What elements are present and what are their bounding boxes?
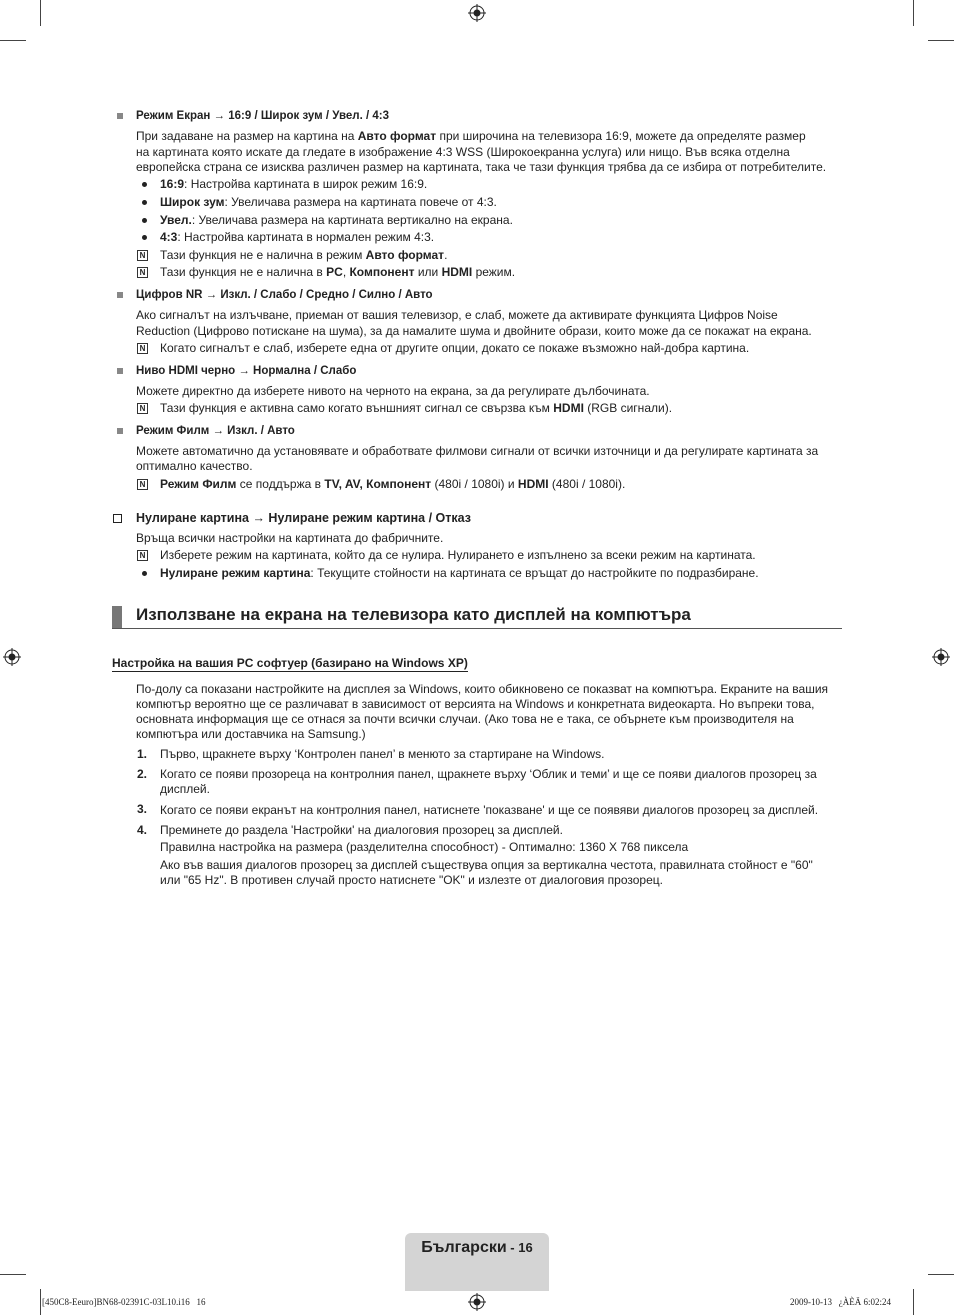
- file-info: [450C8-Eeuro]BN68-02391C-03L10.i16 16: [42, 1297, 206, 1307]
- note-text: Тази функция не е налична в режим Авто формат.: [160, 248, 448, 262]
- step-text: Правилна настройка на размера (разделителна способност) - Оптимално: 1360 X 768 пиксела: [160, 840, 689, 854]
- step-text: или "65 Hz". В противен случай просто натиснете "OK" и излезте от диалоговия прозорец.: [160, 873, 663, 887]
- step-text: Когато се появи екранът на контролния панел, натиснете 'показване' и ще се появяви диалогов прозорец за дисплей.: [160, 803, 819, 817]
- square-bullet-icon: [117, 428, 123, 434]
- crop-mark: [928, 40, 954, 41]
- step-number: 4.: [137, 823, 148, 837]
- bullet-icon: [142, 200, 147, 205]
- step-text: Първо, щракнете върху ‘Контролен панел’ в менюто за стартиране на Windows.: [160, 747, 605, 761]
- note-text: Тази функция е активна само когато външният сигнал се свързва към HDMI (RGB сигнали).: [160, 401, 673, 415]
- page-label: Български - 16: [421, 1239, 533, 1256]
- paragraph: При задаване на размер на картина на Авто формат при широчина на телевизора 16:9, можете да определяте размер: [136, 129, 806, 143]
- square-bullet-icon: [117, 368, 123, 374]
- note-text: Когато сигналът е слаб, изберете една от другите опции, докато се покаже възможно най-добра картина.: [160, 341, 750, 355]
- section-heading: Цифров NR → Изкл. / Слабо / Средно / Силно / Авто: [136, 289, 433, 301]
- list-item: Широк зум: Увеличава размера на картината повече от 4:3.: [160, 195, 497, 209]
- crop-mark: [913, 1289, 914, 1315]
- square-bullet-icon: [117, 113, 123, 119]
- paragraph: Reduction (Цифрово потискане на шума), за да намалите шума и двойните образи, които може да се покажат на екрана.: [136, 324, 812, 338]
- step-text: Преминете до раздела 'Настройки' на диалоговия прозорец за дисплей.: [160, 823, 563, 837]
- note-icon: N: [137, 267, 148, 278]
- crop-mark: [40, 0, 41, 26]
- step-number: 3.: [137, 802, 148, 816]
- bullet-icon: [142, 182, 147, 187]
- note-text: Тази функция не е налична в PC, Компонент или HDMI режим.: [160, 265, 516, 279]
- note-text: Изберете режим на картината, който да се нулира. Нулирането е изпълнено за всеки режим на картината.: [160, 548, 756, 562]
- subheading: Настройка на вашия PC софтуер (базирано на Windows XP): [112, 656, 468, 670]
- paragraph: Ако сигналът на излъчване, приеман от вашия телевизор, е слаб, можете да активирате функцията Цифров Noise: [136, 308, 778, 322]
- registration-mark-icon: [468, 4, 486, 22]
- step-text: Когато се появи прозореца на контролния панел, щракнете върху ‘Облик и теми’ и ще се появи диалогов прозорец за: [160, 767, 817, 781]
- section-heading: Режим Екран → 16:9 / Широк зум / Увел. / 4:3: [136, 110, 389, 122]
- list-item: Нулиране режим картина: Текущите стойности на картината се връщат до настройките по подразбиране.: [160, 566, 759, 580]
- note-icon: N: [137, 479, 148, 490]
- paragraph: компютър вероятно ще се различават в зависимост от версията на Windows и конкретната видеокарта. Но въпреки това,: [136, 697, 815, 711]
- step-number: 1.: [137, 747, 148, 761]
- paragraph: По-долу са показани настройките на дисплея за Windows, които обикновено се показват на компютъра. Екраните на вашия: [136, 682, 829, 696]
- paragraph: Можете автоматично да установявате и обработвате филмови сигнали от всички източници и да регулирате картината за: [136, 444, 819, 458]
- registration-mark-icon: [468, 1293, 486, 1311]
- paragraph: основната информация ще се отнася за почти всички случаи. (Ако това не е така, се обърнете към производителя на: [136, 712, 794, 726]
- list-item: 16:9: Настройва картината в широк режим 16:9.: [160, 177, 428, 191]
- list-item: Увел.: Увеличава размера на картината вертикално на екрана.: [160, 213, 513, 227]
- heading-bar: [112, 606, 122, 628]
- bullet-icon: [142, 571, 147, 576]
- paragraph: компютъра или доставчика на Samsung.): [136, 727, 366, 741]
- note-text: Режим Филм се поддържа в TV, AV, Компонент (480i / 1080i) и HDMI (480i / 1080i).: [160, 477, 626, 491]
- paragraph: на картината която искате да гледате в изображение 4:3 WSS (Широкоекранна услуга) или нищо. Във всяка отделна: [136, 145, 790, 159]
- note-icon: N: [137, 550, 148, 561]
- paragraph: оптимално качество.: [136, 459, 253, 473]
- note-icon: N: [137, 250, 148, 261]
- crop-mark: [0, 40, 26, 41]
- checkbox-icon: [113, 514, 122, 523]
- section-heading: Режим Филм → Изкл. / Авто: [136, 425, 295, 437]
- step-text: Ако във вашия диалогов прозорец за дисплей съществува опция за вертикална честота, правилната стойност е "60": [160, 858, 813, 872]
- paragraph: европейска страна се изисква различен размер на картината, така че тази функция трябва да се избира от потребителите.: [136, 160, 827, 174]
- timestamp: 2009-10-13 ¿ÀÈÄ 6:02:24: [790, 1297, 891, 1307]
- main-heading: Използване на екрана на телевизора като дисплей на компютъра: [136, 605, 691, 624]
- bullet-icon: [142, 235, 147, 240]
- crop-mark: [913, 0, 914, 26]
- registration-mark-icon: [932, 648, 950, 666]
- note-icon: N: [137, 343, 148, 354]
- paragraph: Връща всички настройки на картината до фабричните.: [136, 531, 444, 545]
- section-heading: Нулиране картина → Нулиране режим картина / Отказ: [136, 511, 471, 525]
- heading-rule: [112, 628, 842, 629]
- crop-mark: [0, 1274, 26, 1275]
- registration-mark-icon: [3, 648, 21, 666]
- section-heading: Ниво HDMI черно → Нормална / Слабо: [136, 365, 357, 377]
- crop-mark: [40, 1289, 41, 1315]
- square-bullet-icon: [117, 292, 123, 298]
- step-text: дисплей.: [160, 782, 210, 796]
- paragraph: Можете директно да изберете нивото на черното на екрана, за да регулирате дълбочината.: [136, 384, 650, 398]
- note-icon: N: [137, 403, 148, 414]
- list-item: 4:3: Настройва картината в нормален режим 4:3.: [160, 230, 435, 244]
- step-number: 2.: [137, 767, 148, 781]
- crop-mark: [928, 1274, 954, 1275]
- bullet-icon: [142, 218, 147, 223]
